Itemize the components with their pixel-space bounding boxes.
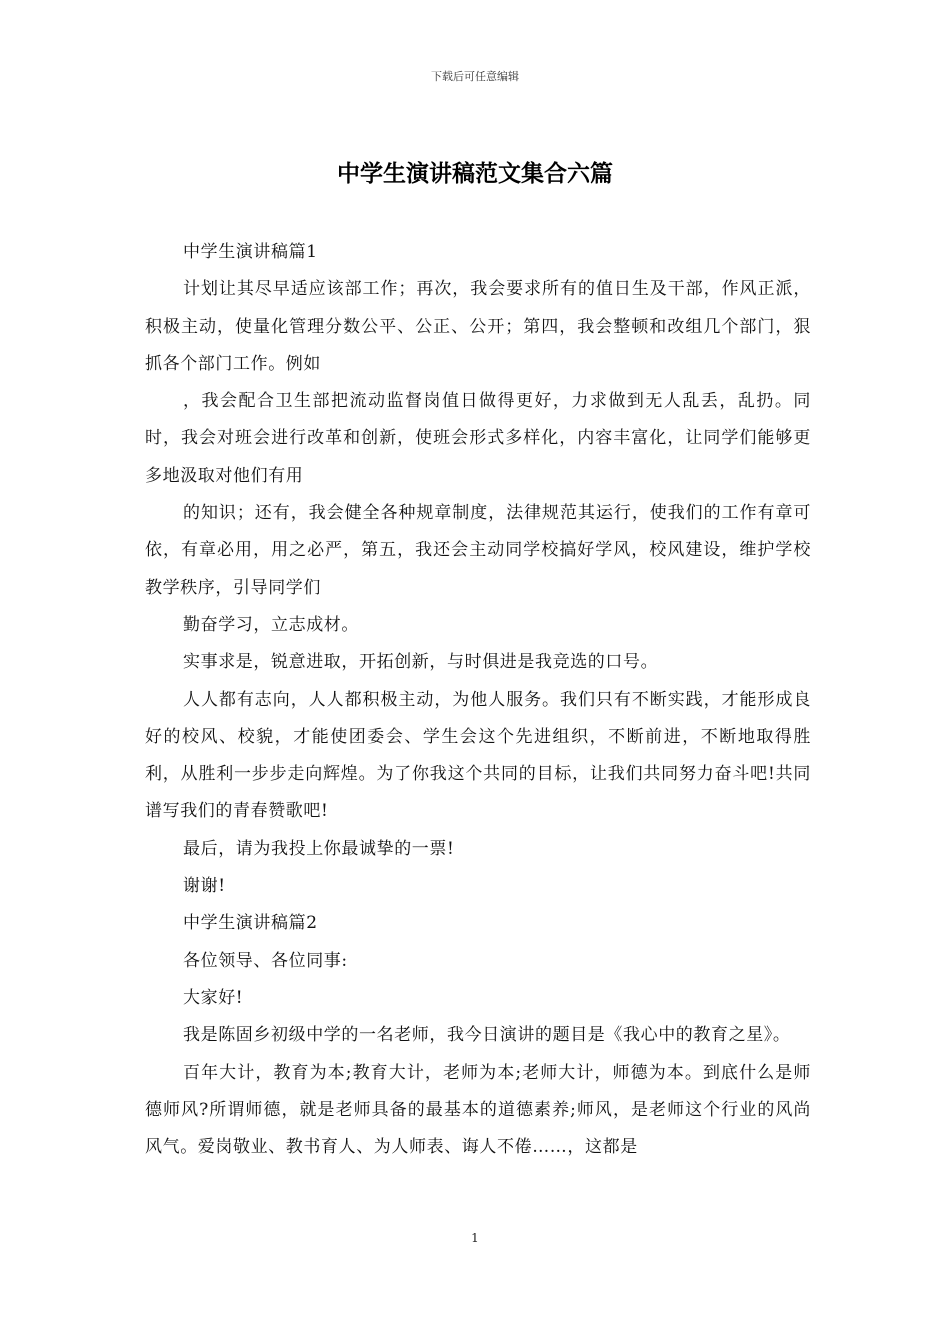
paragraph: 实事求是，锐意进取，开拓创新，与时俱进是我竞选的口号。: [183, 652, 659, 673]
paragraph: 我是陈固乡初级中学的一名老师，我今日演讲的题目是《我心中的教育之星》。: [183, 1025, 791, 1046]
paragraph: 人人都有志向，人人都积极主动，为他人服务。我们只有不断实践，才能形成良好的校风、校貌，才能使团委会、学生会这个先进组织，不断前进，不断地取得胜利，从胜利一步步走向辉煌。为了你我这个共同的目标，让我们共同努力奋斗吧!共同谱写我们的青春赞歌吧!: [145, 689, 811, 822]
paragraph: 的知识；还有，我会健全各种规章制度，法律规范其运行，使我们的工作有章可依，有章必用，用之必严，第五，我还会主动同学校搞好学风，校风建设，维护学校教学秩序，引导同学们: [145, 503, 811, 598]
paragraph: 计划让其尽早适应该部工作；再次，我会要求所有的值日生及干部，作风正派，积极主动，使量化管理分数公平、公正、公开；第四，我会整顿和改组几个部门，狠抓各个部门工作。例如: [145, 279, 811, 374]
page-header: 下载后可任意编辑: [431, 70, 519, 83]
paragraph: 勤奋学习，立志成材。: [183, 614, 359, 635]
document-body: [145, 234, 811, 1166]
paragraph: 中学生演讲稿篇2: [183, 913, 318, 934]
document-title: 中学生演讲稿范文集合六篇: [337, 161, 613, 187]
paragraph: 中学生演讲稿篇1: [183, 242, 318, 262]
paragraph: 最后，请为我投上你最诚挚的一票!: [183, 838, 455, 859]
paragraph: 各位领导、各位同事:: [183, 950, 348, 971]
page-number: 1: [471, 1231, 479, 1245]
paragraph: 谢谢!: [183, 876, 226, 897]
paragraph: 百年大计，教育为本;教育大计，老师为本;老师大计，师德为本。到底什么是师德师风?所谓师德，就是老师具备的最基本的道德素养;师风，是老师这个行业的风尚风气。爱岗敬业、教书育人、为人师表、诲人不倦……，这都是: [145, 1062, 811, 1158]
paragraph: 大家好!: [183, 987, 244, 1008]
paragraph: ，我会配合卫生部把流动监督岗值日做得更好，力求做到无人乱丢，乱扔。同时，我会对班会进行改革和创新，使班会形式多样化，内容丰富化，让同学们能够更多地汲取对他们有用: [145, 391, 811, 486]
